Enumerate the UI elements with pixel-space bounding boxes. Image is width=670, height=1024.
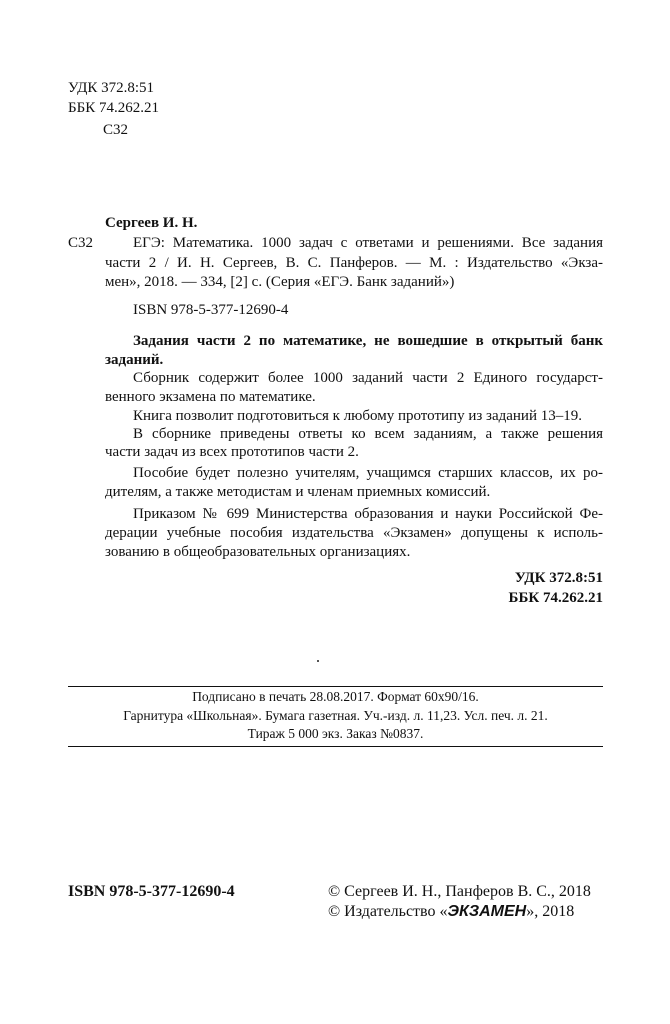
annotation-p3-line-1: В сборнике приведены ответы ко всем заданиям, а также решения <box>133 426 603 442</box>
stray-dot <box>317 660 319 662</box>
bib-isbn: ISBN 978-5-377-12690-4 <box>133 302 289 318</box>
annotation-p5-line-3: зованию в общеобразовательных организациях. <box>105 544 411 560</box>
annotation-p4-line-2: дителям, а также методистам и членам приемных комиссий. <box>105 484 491 500</box>
header-bbk: ББК 74.262.21 <box>68 100 159 116</box>
annotation-bbk: ББК 74.262.21 <box>508 590 603 606</box>
annotation-p2-line-1: Книга позволит подготовиться к любому прототипу из заданий 13–19. <box>133 408 582 424</box>
bib-author: Сергеев И. Н. <box>105 215 198 231</box>
annotation-p3-line-2: части задач из всех прототипов части 2. <box>105 444 359 460</box>
annotation-p5-line-1: Приказом № 699 Министерства образования и науки Российской Фе- <box>133 506 603 522</box>
bib-desc-line-3: мен», 2018. — 334, [2] с. (Серия «ЕГЭ. Банк заданий») <box>105 274 455 290</box>
print-info-line-1: Подписано в печать 28.08.2017. Формат 60х90/16. <box>192 689 479 704</box>
header-author-sign: С32 <box>103 122 129 138</box>
annotation-p5-line-2: дерации учебные пособия издательства «Экзамен» допущены к исполь- <box>105 525 603 541</box>
footer-copyright-publisher-prefix: © Издательство « <box>328 903 448 920</box>
bib-author-sign: С32 <box>68 235 94 251</box>
annotation-p1-line-2: венного экзамена по математике. <box>105 389 316 405</box>
annotation-p4-line-1: Пособие будет полезно учителям, учащимся старших классов, их ро- <box>133 465 603 481</box>
print-info-top-rule <box>68 686 603 687</box>
annotation-title-line-1: Задания части 2 по математике, не вошедшие в открытый банк <box>133 333 603 349</box>
print-info-line-3: Тираж 5 000 экз. Заказ №0837. <box>247 726 424 741</box>
annotation-title-line-2: заданий. <box>105 352 164 368</box>
footer-isbn: ISBN 978-5-377-12690-4 <box>68 883 235 900</box>
header-udk: УДК 372.8:51 <box>68 80 155 96</box>
footer-copyright-publisher <box>328 902 574 922</box>
bib-desc-line-1: ЕГЭ: Математика. 1000 задач с ответами и решениями. Все задания <box>133 235 603 251</box>
footer-copyright-authors: © Сергеев И. Н., Панферов В. С., 2018 <box>328 883 591 900</box>
bib-desc-line-2: части 2 / И. Н. Сергеев, В. С. Панферов. — М. : Издательство «Экза- <box>105 255 603 271</box>
publisher-name: ЭКЗАМЕН <box>447 903 527 920</box>
footer-copyright-publisher-suffix: », 2018 <box>526 903 575 920</box>
annotation-udk: УДК 372.8:51 <box>514 570 603 586</box>
print-info-line-2: Гарнитура «Школьная». Бумага газетная. Уч.-изд. л. 11,23. Усл. печ. л. 21. <box>123 708 548 723</box>
annotation-p1-line-1: Сборник содержит более 1000 заданий части 2 Единого государст- <box>133 370 603 386</box>
print-info-bottom-rule <box>68 746 603 747</box>
